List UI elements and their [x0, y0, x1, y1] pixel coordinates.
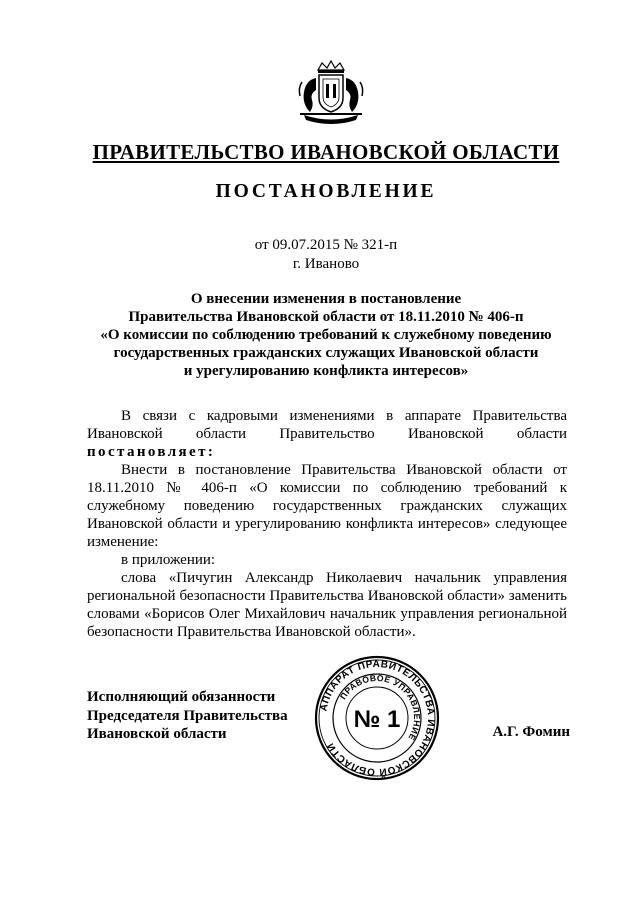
signer-title-line: Председателя Правительства — [87, 707, 288, 724]
body-paragraph-replacement: слова «Пичугин Александр Николаевич начальник управления региональной безопасности Правительства Ивановской области» заменить словами «Борисов Олег Михайлович начальник управления региональной безопасности Правительства Ивановской области». — [87, 570, 567, 640]
document-body — [87, 407, 567, 641]
subject-line: Правительства Ивановской области от 18.11.2010 № 406-п — [128, 309, 524, 325]
stamp-number: № 1 — [353, 706, 401, 733]
official-stamp-icon — [314, 655, 440, 781]
subject-line: О внесении изменения в постановление — [190, 291, 462, 307]
document-date-number: от 09.07.2015 № 321-п — [254, 237, 398, 253]
document-subject — [80, 290, 572, 380]
signer-name: А.Г. Фомин — [492, 724, 570, 740]
stamp-inner-text: ПРАВОВОЕ УПРАВЛЕНИЕ — [337, 672, 423, 743]
government-title: ПРАВИТЕЛЬСТВО ИВАНОВСКОЙ ОБЛАСТИ — [92, 140, 560, 164]
signer-title-line: Исполняющий обязанности — [87, 689, 276, 705]
subject-line: и урегулированию конфликта интересов» — [183, 363, 469, 379]
body-paragraph-preamble — [87, 407, 567, 461]
body-paragraph-amendment: Внести в постановление Правительства Ивановской области от 18.11.2010 № 406-п «О комиссии по соблюдению требований к служебному поведению государственных гражданских служащих Ивановской области и урегулированию конфликта интересов» следующее изменение: — [87, 462, 567, 550]
subject-line: государственных гражданских служащих Ивановской области — [113, 345, 539, 361]
resolves-keyword: постановляет: — [87, 444, 216, 460]
stamp-outer-text: АППАРАТ ПРАВИТЕЛЬСТВА ИВАНОВСКОЙ ОБЛАСТИ — [318, 658, 437, 778]
subject-line: «О комиссии по соблюдению требований к служебному поведению — [100, 327, 552, 343]
document-type: ПОСТАНОВЛЕНИЕ — [215, 181, 437, 202]
coat-of-arms-icon — [294, 60, 368, 124]
body-paragraph-annex: в приложении: — [121, 552, 216, 568]
preamble-text: В связи с кадровыми изменениями в аппарате Правительства Ивановской области Правительство Ивановской области — [87, 408, 567, 442]
signer-title-line: Ивановской области — [87, 726, 227, 742]
signer-title — [87, 688, 327, 744]
document-city: г. Иваново — [292, 256, 360, 272]
